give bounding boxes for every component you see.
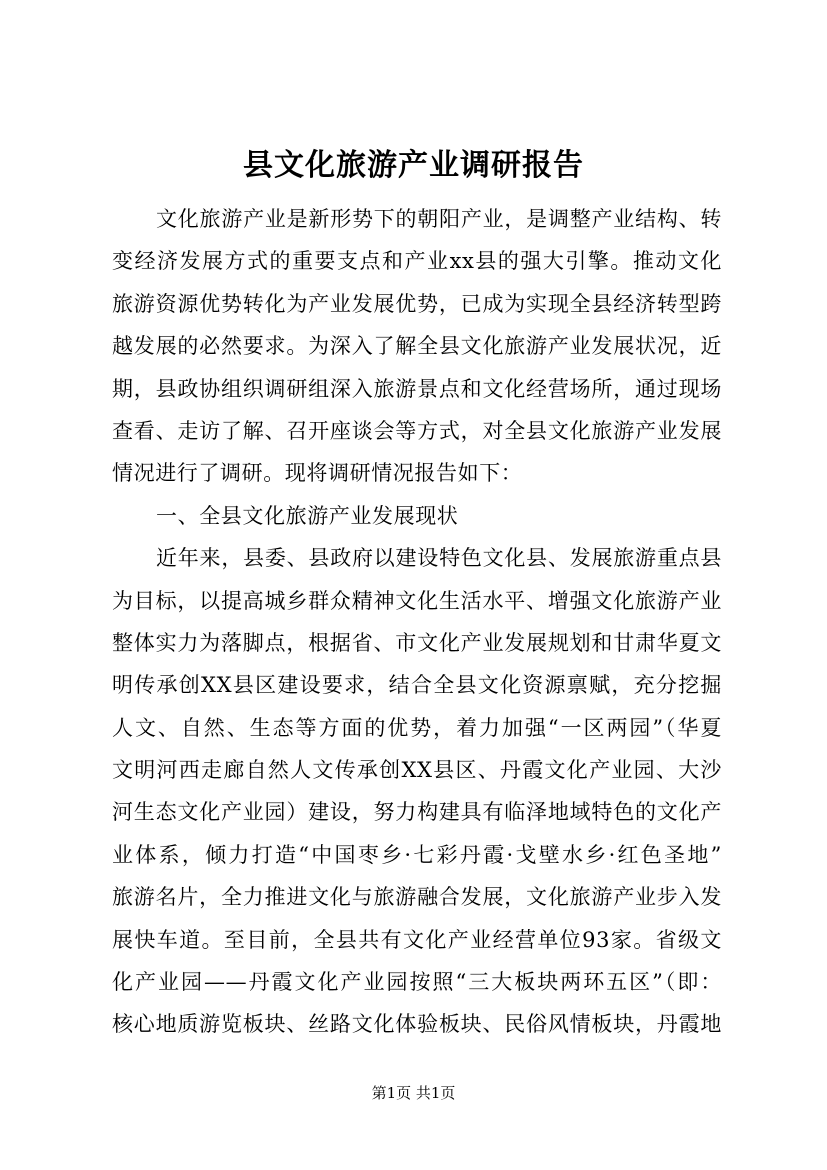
document-title: 县文化旅游产业调研报告 (243, 148, 584, 183)
section-heading: 一、全县文化旅游产业发展现状 (156, 503, 459, 528)
paragraph-line: 旅游名片，全力推进文化与旅游融合发展，文化旅游产业步入发 (112, 885, 722, 910)
paragraph-line: 变经济发展方式的重要支点和产业xx县的强大引擎。推动文化 (112, 249, 722, 274)
paragraph-line: 旅游资源优势转化为产业发展优势，已成为实现全县经济转型跨 (112, 291, 722, 316)
paragraph-line: 化产业园——丹霞文化产业园按照“三大板块两环五区”（即： (112, 970, 722, 995)
paragraph-line: 越发展的必然要求。为深入了解全县文化旅游产业发展状况，近 (112, 334, 722, 359)
paragraph-line: 近年来，县委、县政府以建设特色文化县、发展旅游重点县 (156, 546, 722, 571)
paragraph-line: 文化旅游产业是新形势下的朝阳产业，是调整产业结构、转 (156, 207, 722, 231)
paragraph-line: 核心地质游览板块、丝路文化体验板块、民俗风情板块，丹霞地 (112, 1012, 722, 1037)
paragraph-line: 期，县政协组织调研组深入旅游景点和文化经营场所，通过现场 (112, 376, 722, 401)
paragraph-line: 明传承创XX县区建设要求，结合全县文化资源禀赋，充分挖掘 (112, 673, 722, 698)
paragraph-line: 情况进行了调研。现将调研情况报告如下： (112, 461, 523, 486)
paragraph-line: 查看、走访了解、召开座谈会等方式，对全县文化旅游产业发展 (112, 418, 722, 443)
paragraph-line: 为目标，以提高城乡群众精神文化生活水平、增强文化旅游产业 (112, 588, 722, 613)
document-body (112, 198, 722, 1046)
paragraph-line: 河生态文化产业园）建设，努力构建具有临泽地域特色的文化产 (112, 800, 722, 825)
paragraph-line: 整体实力为落脚点，根据省、市文化产业发展规划和甘肃华夏文 (112, 630, 722, 655)
paragraph-line: 人文、自然、生态等方面的优势，着力加强“一区两园”（华夏 (112, 715, 722, 740)
paragraph-line: 业体系，倾力打造“中国枣乡·七彩丹霞·戈壁水乡·红色圣地” (112, 842, 722, 867)
page-number-footer: 第1页 共1页 (371, 1084, 456, 1102)
paragraph-line: 展快车道。至目前，全县共有文化产业经营单位93家。省级文 (112, 927, 722, 952)
paragraph-line: 文明河西走廊自然人文传承创XX县区、丹霞文化产业园、大沙 (112, 758, 722, 783)
